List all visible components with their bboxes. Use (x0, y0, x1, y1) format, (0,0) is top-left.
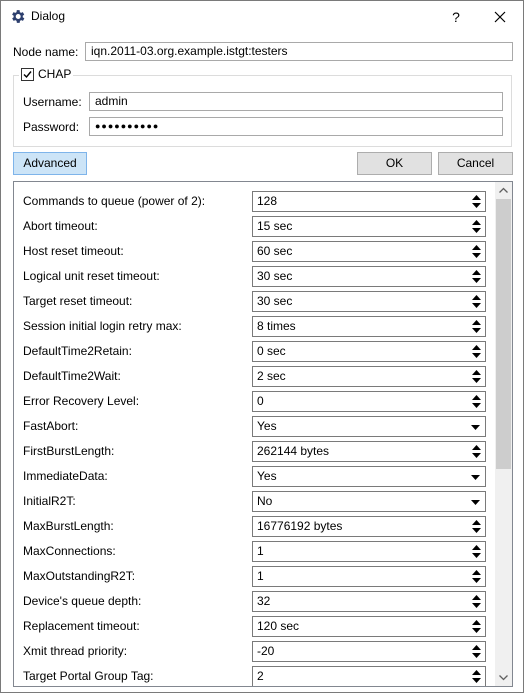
setting-value: 120 sec (257, 619, 300, 633)
setting-spinbox[interactable] (252, 216, 486, 237)
username-input[interactable]: admin (89, 92, 503, 111)
chap-checkbox[interactable] (21, 68, 34, 81)
setting-row (14, 614, 494, 639)
setting-row (14, 264, 494, 289)
setting-spinbox[interactable] (252, 516, 486, 537)
node-name-input[interactable]: iqn.2011-03.org.example.istgt:testers (85, 42, 513, 61)
ok-button[interactable]: OK (357, 152, 432, 175)
scroll-up-arrow-icon[interactable] (495, 182, 512, 199)
spin-arrows-icon[interactable] (469, 517, 484, 536)
setting-row (14, 214, 494, 239)
setting-row (14, 189, 494, 214)
setting-value: Yes (257, 419, 277, 433)
setting-spinbox[interactable] (252, 191, 486, 212)
setting-row (14, 664, 494, 687)
setting-label: Replacement timeout: (23, 619, 140, 633)
setting-label: Abort timeout: (23, 219, 98, 233)
setting-label: ImmediateData: (23, 469, 108, 483)
spin-arrows-icon[interactable] (469, 567, 484, 586)
setting-value: 16776192 bytes (257, 519, 343, 533)
setting-spinbox[interactable] (252, 241, 486, 262)
setting-spinbox[interactable] (252, 641, 486, 662)
setting-label: Host reset timeout: (23, 244, 124, 258)
chap-groupbox (13, 75, 512, 147)
chevron-down-icon[interactable] (469, 417, 482, 436)
setting-label: MaxBurstLength: (23, 519, 114, 533)
spin-arrows-icon[interactable] (469, 242, 484, 261)
password-input[interactable]: ●●●●●●●●●● (89, 117, 503, 136)
setting-label: DefaultTime2Wait: (23, 369, 121, 383)
setting-value: 0 sec (257, 344, 286, 358)
setting-label: Error Recovery Level: (23, 394, 140, 408)
username-label: Username: (23, 95, 82, 109)
password-label: Password: (23, 120, 80, 134)
spin-arrows-icon[interactable] (469, 542, 484, 561)
setting-spinbox[interactable] (252, 391, 486, 412)
setting-row (14, 514, 494, 539)
setting-row (14, 239, 494, 264)
setting-spinbox[interactable] (252, 316, 486, 337)
setting-row (14, 389, 494, 414)
setting-label: Commands to queue (power of 2): (23, 194, 206, 208)
setting-dropdown[interactable] (252, 466, 486, 487)
setting-row (14, 314, 494, 339)
setting-row (14, 639, 494, 664)
setting-spinbox[interactable] (252, 666, 486, 687)
chap-label[interactable]: CHAP (38, 67, 72, 81)
advanced-settings-panel (13, 181, 513, 687)
setting-spinbox[interactable] (252, 291, 486, 312)
setting-label: Target Portal Group Tag: (23, 669, 154, 683)
setting-value: 60 sec (257, 244, 293, 258)
setting-label: Target reset timeout: (23, 294, 133, 308)
chevron-down-icon[interactable] (469, 467, 482, 486)
setting-dropdown[interactable] (252, 416, 486, 437)
chap-legend (19, 67, 73, 81)
setting-value: 1 (257, 544, 264, 558)
setting-value: 2 (257, 669, 264, 683)
setting-dropdown[interactable] (252, 491, 486, 512)
setting-spinbox[interactable] (252, 566, 486, 587)
setting-value: 262144 bytes (257, 444, 330, 458)
spin-arrows-icon[interactable] (469, 392, 484, 411)
spin-arrows-icon[interactable] (469, 292, 484, 311)
window-title: Dialog (31, 9, 66, 23)
spin-arrows-icon[interactable] (469, 617, 484, 636)
spin-arrows-icon[interactable] (469, 642, 484, 661)
setting-label: Device's queue depth: (23, 594, 142, 608)
spin-arrows-icon[interactable] (469, 217, 484, 236)
setting-spinbox[interactable] (252, 266, 486, 287)
setting-value: 1 (257, 569, 264, 583)
setting-label: DefaultTime2Retain: (23, 344, 132, 358)
cancel-button[interactable]: Cancel (438, 152, 513, 175)
setting-value: 30 sec (257, 269, 293, 283)
spin-arrows-icon[interactable] (469, 342, 484, 361)
spin-arrows-icon[interactable] (469, 592, 484, 611)
setting-label: MaxOutstandingR2T: (23, 569, 136, 583)
checkmark-icon (22, 69, 33, 80)
close-icon[interactable] (485, 4, 515, 30)
setting-label: MaxConnections: (23, 544, 116, 558)
setting-label: InitialR2T: (23, 494, 76, 508)
setting-value: 30 sec (257, 294, 293, 308)
setting-label: Session initial login retry max: (23, 319, 182, 333)
setting-spinbox[interactable] (252, 441, 486, 462)
setting-value: 128 (257, 194, 278, 208)
setting-spinbox[interactable] (252, 341, 486, 362)
setting-spinbox[interactable] (252, 616, 486, 637)
setting-spinbox[interactable] (252, 366, 486, 387)
setting-spinbox[interactable] (252, 591, 486, 612)
spin-arrows-icon[interactable] (469, 442, 484, 461)
setting-row (14, 564, 494, 589)
setting-label: Logical unit reset timeout: (23, 269, 160, 283)
setting-value: 15 sec (257, 219, 293, 233)
spin-arrows-icon[interactable] (469, 367, 484, 386)
setting-label: FastAbort: (23, 419, 79, 433)
setting-label: FirstBurstLength: (23, 444, 115, 458)
setting-row (14, 464, 494, 489)
advanced-button[interactable]: Advanced (13, 152, 87, 175)
setting-row (14, 339, 494, 364)
scroll-down-arrow-icon[interactable] (495, 669, 512, 686)
setting-value: 2 sec (257, 369, 286, 383)
setting-row (14, 364, 494, 389)
node-name-label: Node name: (13, 45, 79, 59)
setting-row (14, 539, 494, 564)
setting-label: Xmit thread priority: (23, 644, 128, 658)
setting-row (14, 414, 494, 439)
spin-arrows-icon[interactable] (469, 667, 484, 686)
setting-value: 0 (257, 394, 264, 408)
setting-value: Yes (257, 469, 277, 483)
setting-value: -20 (257, 644, 275, 658)
spin-arrows-icon[interactable] (469, 267, 484, 286)
setting-spinbox[interactable] (252, 541, 486, 562)
setting-row (14, 489, 494, 514)
spin-arrows-icon[interactable] (469, 192, 484, 211)
setting-row (14, 589, 494, 614)
setting-value: 32 (257, 594, 271, 608)
chevron-down-icon[interactable] (469, 492, 482, 511)
setting-row (14, 439, 494, 464)
gear-icon (9, 8, 26, 25)
setting-row (14, 289, 494, 314)
vertical-scrollbar[interactable] (495, 182, 512, 686)
spin-arrows-icon[interactable] (469, 317, 484, 336)
scrollbar-thumb[interactable] (496, 199, 511, 469)
help-button[interactable]: ? (452, 9, 460, 25)
setting-value: No (257, 494, 273, 508)
setting-value: 8 times (257, 319, 296, 333)
title-bar[interactable] (1, 1, 523, 32)
